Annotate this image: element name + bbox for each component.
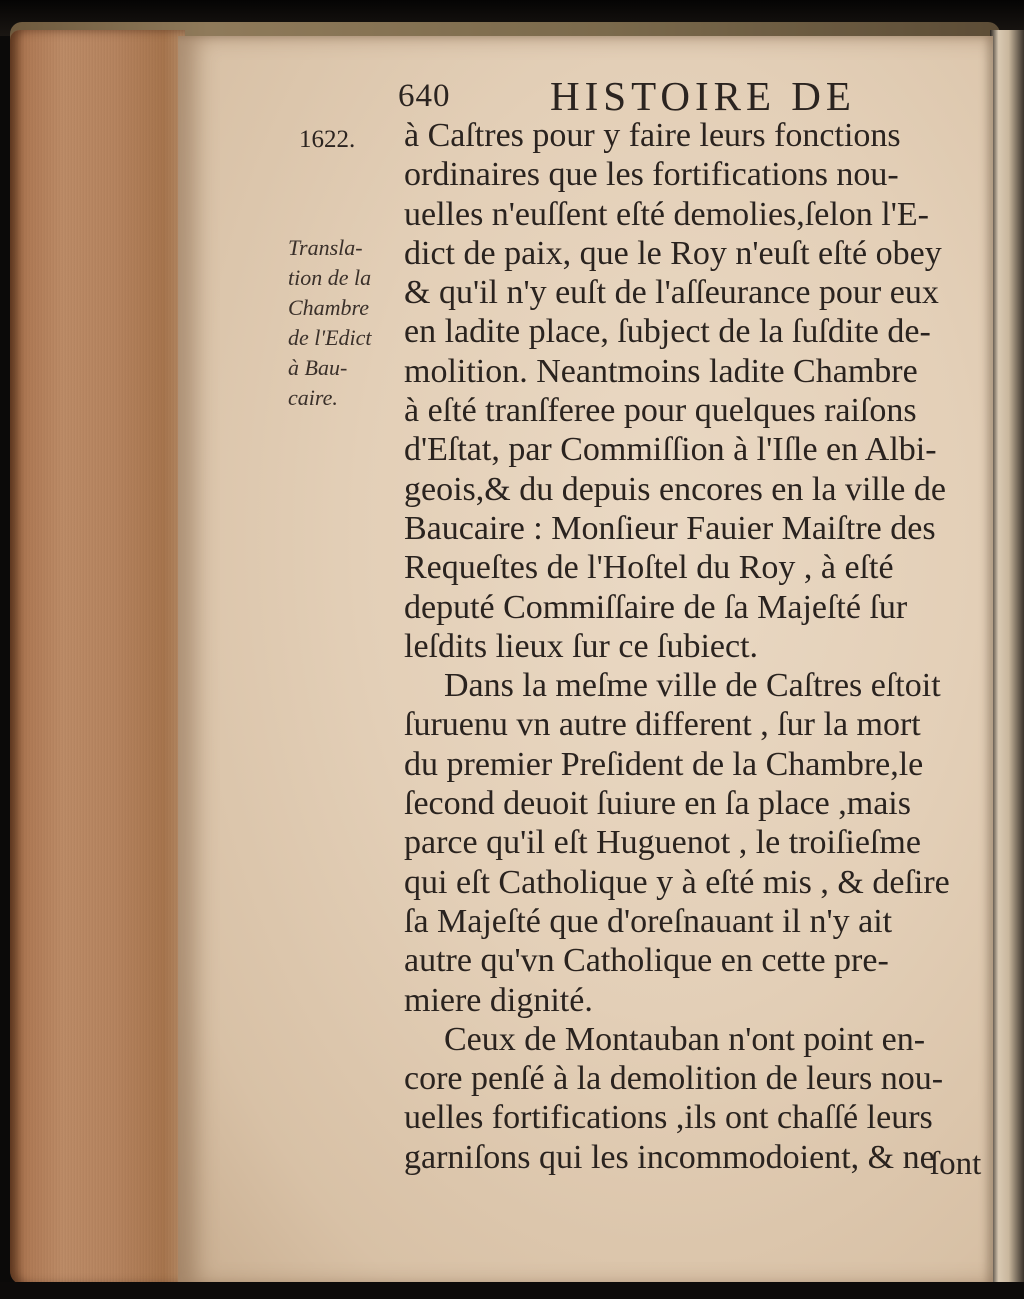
text-line: Requeſtes de l'Hoſtel du Roy , à eſté	[404, 549, 894, 587]
text-line: uelles n'euſſent eſté demolies,ſelon l'E-	[404, 195, 929, 233]
text-line: du premier Preſident de la Chambre,le	[404, 745, 924, 783]
text-line: Baucaire : Monſieur Fauier Maiſtre des	[404, 509, 936, 547]
book-page-edges	[10, 30, 185, 1285]
text-line: uelles fortifications ,ils ont chaſſé leurs	[404, 1099, 933, 1137]
paragraph-start-line: Dans la meſme ville de Caſtres eſtoit	[444, 667, 941, 705]
catchword: ſont	[930, 1146, 982, 1182]
text-line: geois,& du depuis encores en la ville de	[404, 470, 946, 508]
text-line: qui eſt Catholique y à eſté mis , & deſire	[404, 863, 950, 901]
text-line: & qu'il n'y euſt de l'aſſeurance pour eux	[404, 274, 939, 312]
text-line: parce qu'il eſt Huguenot , le troiſieſme	[404, 824, 921, 862]
text-line: à eſté tranſferee pour quelques raiſons	[404, 392, 917, 430]
text-line: dict de paix, que le Roy n'euſt eſté obey	[404, 234, 942, 272]
text-line: deputé Commiſſaire de ſa Majeſté ſur	[404, 588, 908, 626]
text-line: d'Eſtat, par Commiſſion à l'Iſle en Albi-	[404, 431, 937, 469]
body-text	[404, 116, 1004, 1177]
text-line: molition. Neantmoins ladite Chambre	[404, 352, 918, 390]
text-line: en ladite place, ſubject de la ſuſdite de-	[404, 313, 931, 351]
text-line: ſa Majeſté que d'oreſnauant il n'y ait	[404, 902, 893, 940]
margin-note-line: de l'Edict	[288, 325, 372, 350]
text-line: leſdits lieux ſur ce ſubiect.	[404, 627, 759, 665]
background-bottom	[0, 1282, 1024, 1299]
margin-note-line: à Bau-	[288, 355, 348, 380]
text-line: à Caſtres pour y faire leurs fonctions	[404, 117, 901, 154]
text-line: miere dignité.	[404, 981, 593, 1019]
margin-note-line: tion de la	[288, 265, 372, 290]
margin-note-line: caire.	[288, 385, 338, 410]
margin-note	[288, 233, 398, 413]
text-line: ſuruenu vn autre different , ſur la mort	[404, 706, 921, 744]
margin-note-line: Transla-	[288, 235, 363, 260]
page-number: 640	[398, 78, 451, 114]
margin-note-line: Chambre	[288, 295, 370, 320]
text-line: ſecond deuoit ſuiure en ſa place ,mais	[404, 785, 911, 823]
margin-year: 1622.	[299, 126, 356, 153]
text-line: ordinaires que les fortifications nou-	[404, 156, 899, 194]
text-line: core penſé à la demolition de leurs nou-	[404, 1060, 944, 1098]
text-line: autre qu'vn Catholique en cette pre-	[404, 942, 889, 980]
text-line: garniſons qui les incommodoient, & ne	[404, 1138, 935, 1176]
paragraph-start-line: Ceux de Montauban n'ont point en-	[444, 1020, 926, 1058]
page-title: HISTOIRE DE	[550, 73, 856, 119]
